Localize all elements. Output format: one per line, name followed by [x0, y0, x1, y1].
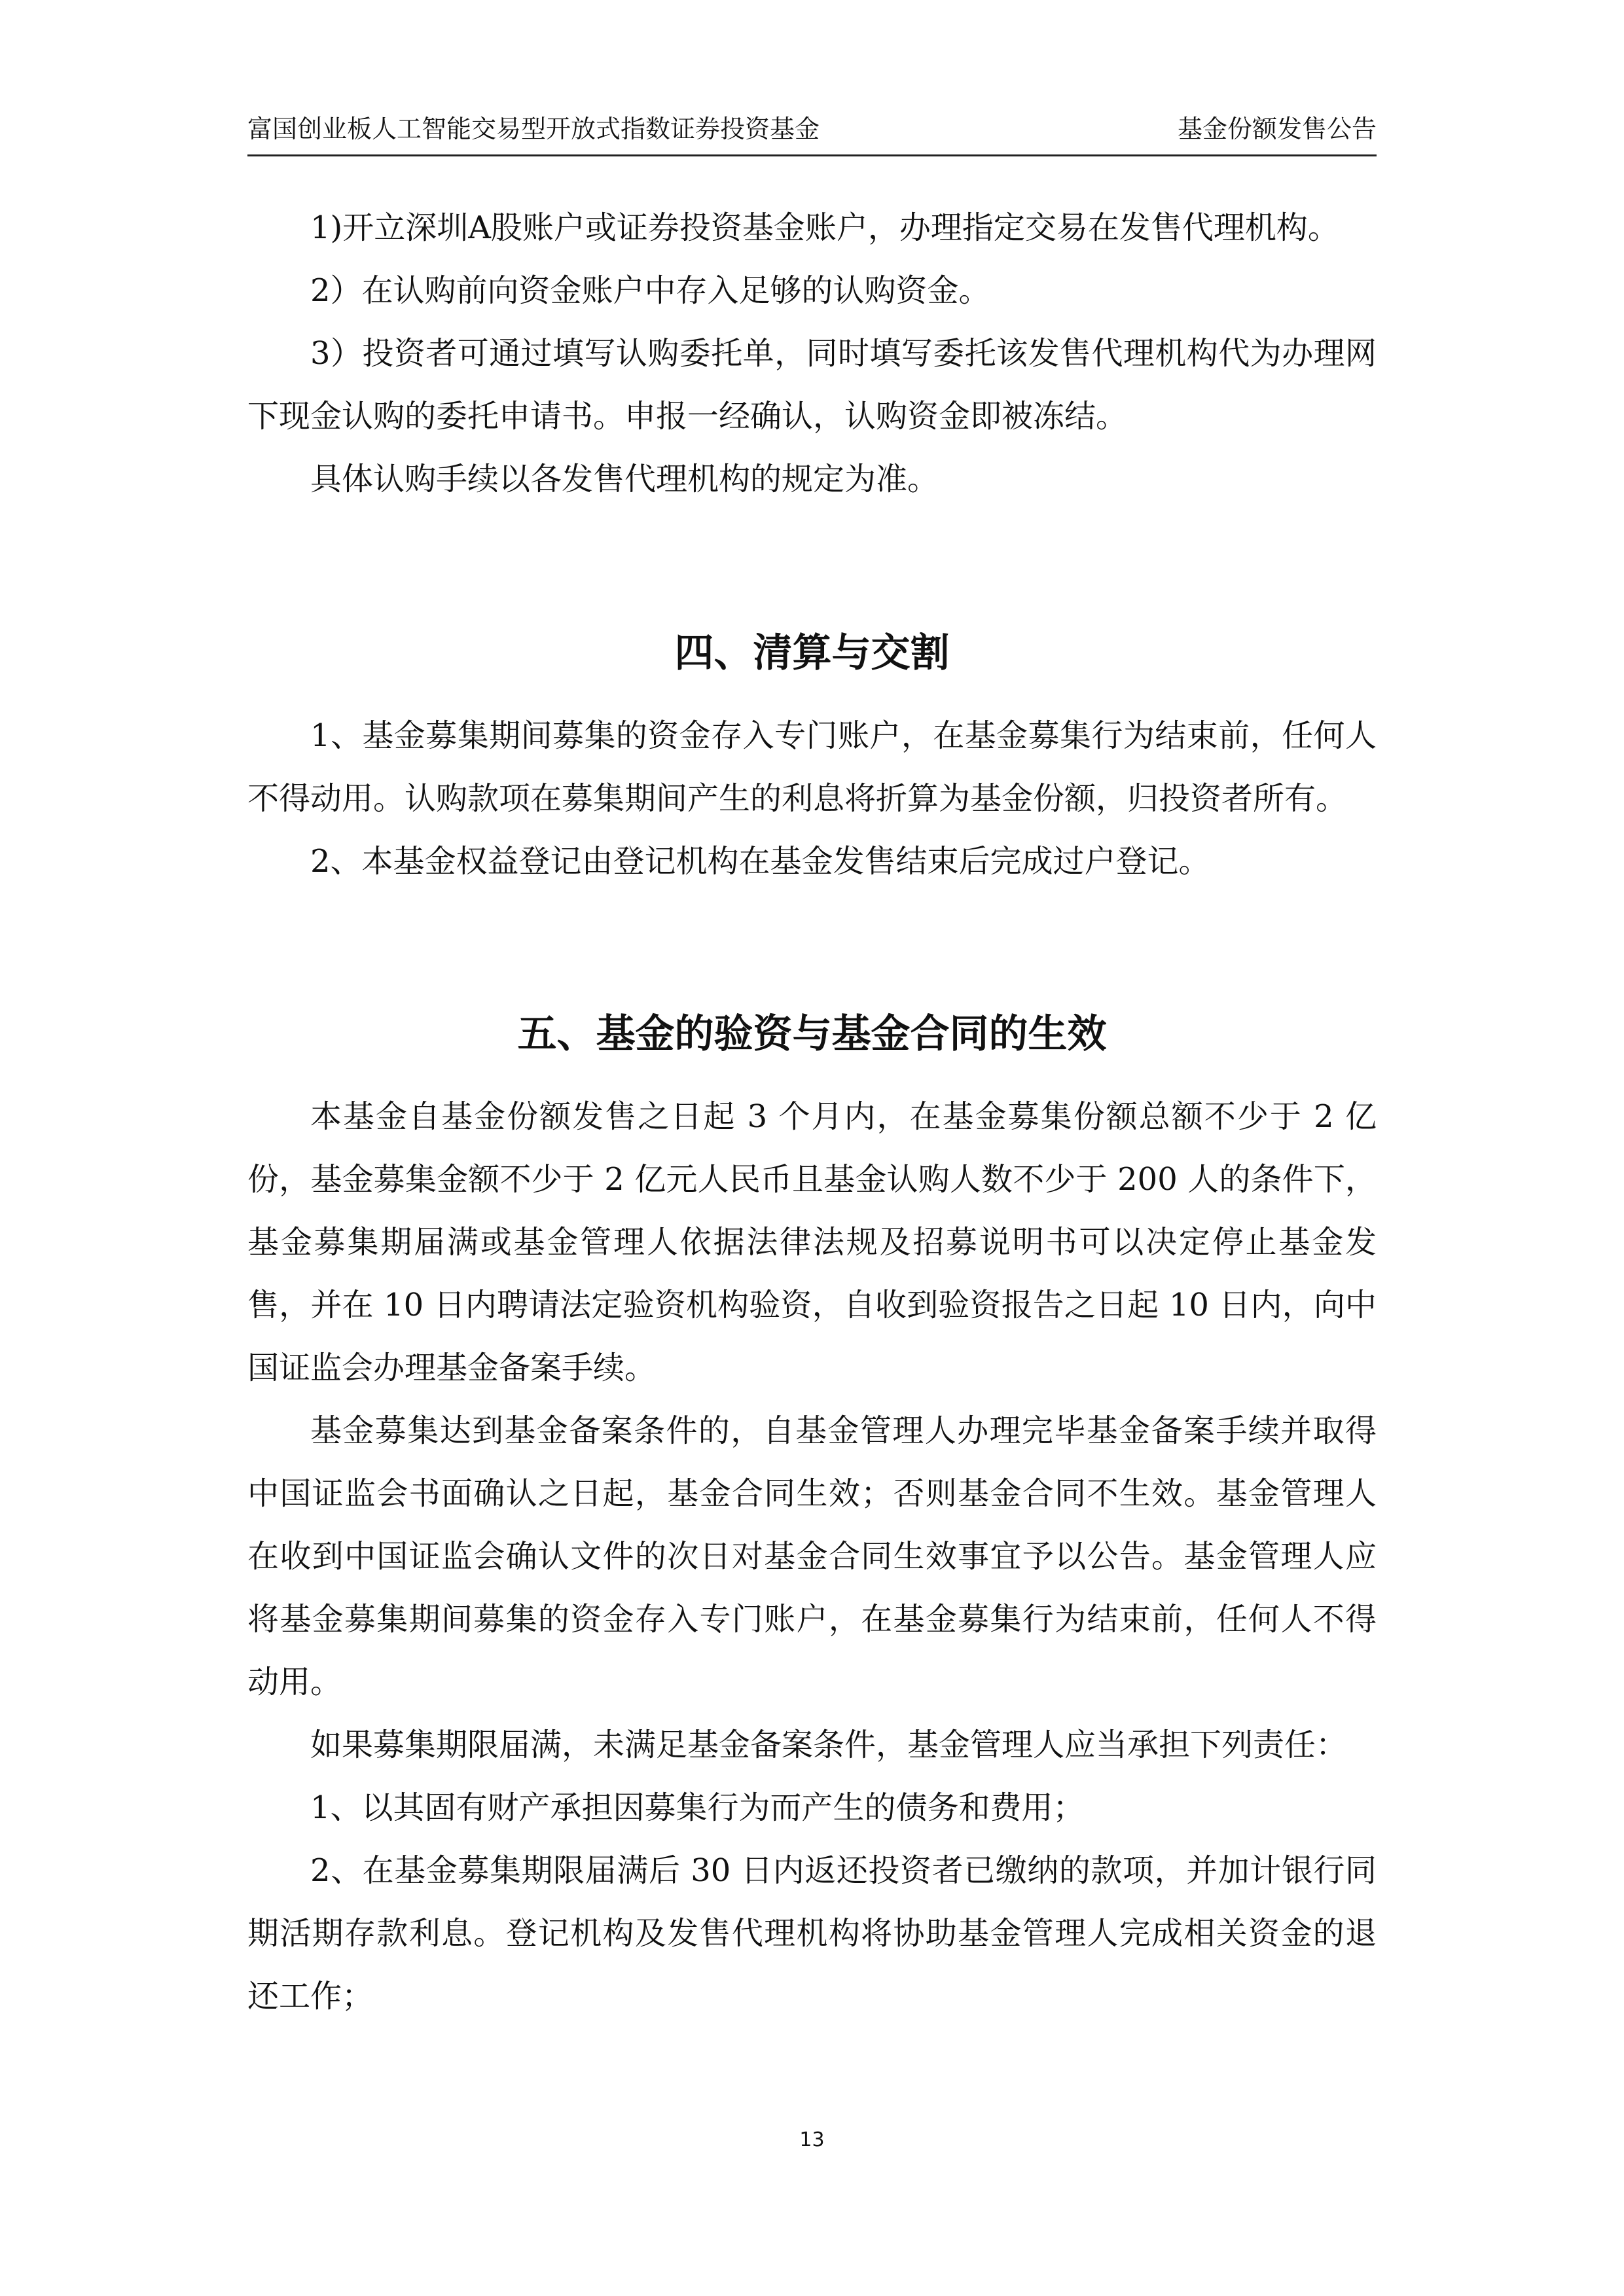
section-4-paragraph-1: 1、基金募集期间募集的资金存入专门账户，在基金募集行为结束前，任何人不得动用。认购款项在募集期间产生的利息将折算为基金份额，归投资者所有。 [247, 717, 1377, 817]
intro-paragraph-2: 2）在认购前向资金账户中存入足够的认购资金。 [310, 272, 990, 309]
section-5-heading: 五、基金的验资与基金合同的生效 [517, 1011, 1107, 1057]
page-content [247, 196, 1377, 2028]
page-number: 13 [799, 2128, 825, 2151]
section-5-paragraph-4: 1、以其固有财产承担因募集行为而产生的债务和费用； [310, 1789, 1085, 1826]
section-5-paragraph-5: 2、在基金募集期限届满后 30 日内返还投资者已缴纳的款项，并加计银行同期活期存款利息。登记机构及发售代理机构将协助基金管理人完成相关资金的退还工作； [247, 1852, 1377, 2015]
section-5-paragraph-3: 如果募集期限届满，未满足基金备案条件，基金管理人应当承担下列责任： [310, 1727, 1348, 1763]
section-5-paragraph-1: 本基金自基金份额发售之日起 3 个月内，在基金募集份额总额不少于 2 亿份，基金募集金额不少于 2 亿元人民币且基金认购人数不少于 200 人的条件下，基金募集期届满或基金管理人依据法律法规及招募说明书可以决定停止基金发售，并在 10 日内聘请法定验资机构验资，自收到验资报告之日起 10 日内，向中国证监会办理基金备案手续。 [247, 1098, 1377, 1386]
section-4-heading: 四、清算与交割 [674, 630, 950, 676]
section-5-paragraph-2: 基金募集达到基金备案条件的，自基金管理人办理完毕基金备案手续并取得中国证监会书面确认之日起，基金合同生效；否则基金合同不生效。基金管理人在收到中国证监会确认文件的次日对基金合同生效事宜予以公告。基金管理人应将基金募集期间募集的资金存入专门账户，在基金募集行为结束前，任何人不得动用。 [247, 1412, 1377, 1700]
intro-paragraph-4: 具体认购手续以各发售代理机构的规定为准。 [310, 461, 939, 497]
intro-paragraph-1: 1)开立深圳A股账户或证券投资基金账户，办理指定交易在发售代理机构。 [310, 209, 1339, 246]
section-4-paragraph-2: 2、本基金权益登记由登记机构在基金发售结束后完成过户登记。 [310, 843, 1210, 880]
page-header [247, 113, 1377, 156]
header-doc-title: 基金份额发售公告 [1177, 115, 1377, 143]
intro-paragraph-3: 3）投资者可通过填写认购委托单，同时填写委托该发售代理机构代为办理网下现金认购的委托申请书。申报一经确认，认购资金即被冻结。 [247, 335, 1377, 435]
header-fund-name: 富国创业板人工智能交易型开放式指数证券投资基金 [247, 115, 820, 143]
